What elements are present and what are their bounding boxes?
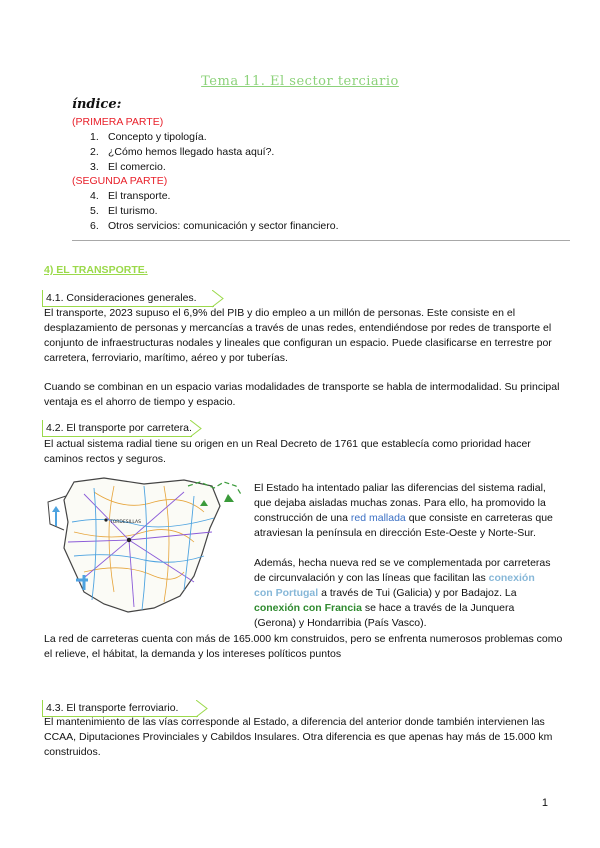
index-label: índice: xyxy=(72,97,122,112)
map-city-label: TORDESILLAS xyxy=(110,520,141,525)
index-part-1: (PRIMERA PARTE) xyxy=(72,116,164,128)
subsection-heading-4-3: 4.3. El transporte ferroviario. xyxy=(42,700,198,717)
index-item: 4. El transporte. xyxy=(90,190,171,202)
divider xyxy=(72,240,570,241)
page-title: Tema 11. El sector terciario xyxy=(201,74,399,89)
paragraph: El actual sistema radial tiene su origen en un Real Decreto de 1761 que establecía como prioridad hacer caminos rectos y seguros. xyxy=(44,438,531,465)
index-part-2: (SEGUNDA PARTE) xyxy=(72,175,168,187)
subsection-heading-4-2: 4.2. El transporte por carretera. xyxy=(42,420,192,437)
page-number: 1 xyxy=(541,797,548,809)
paragraph: El mantenimiento de las vías corresponde al Estado, a diferencia del anterior donde también intervienen las CCAA, Diputaciones Provinciales y Cabildos Insulares. Otra diferencia es que apenas hay más de 15.000 km construidos. xyxy=(44,716,553,758)
spain-road-map xyxy=(44,472,246,624)
paragraph: El transporte, 2023 supuso el 6,9% del PIB y dio empleo a un millón de personas. Este consiste en el desplazamiento de personas y mercancías a través de unas redes, entendiéndose por redes de transporte el conjunto de infraestructuras nodales y lineales que configuran un espacio. Puede clasificarse en terrestre por carretera, ferroviario, marítimo, aéreo y por tuberías. xyxy=(44,307,552,364)
index-item: 3. El comercio. xyxy=(90,161,166,173)
paragraph: La red de carreteras cuenta con más de 165.000 km construidos, pero se enfrenta numerosos problemas como el relieve, el hábitat, la demanda y los intereses políticos puntos xyxy=(44,633,563,660)
index-item: 2. ¿Cómo hemos llegado hasta aquí?. xyxy=(90,146,275,158)
index-item: 1. Concepto y tipología. xyxy=(90,131,207,143)
section-heading: 4) EL TRANSPORTE. xyxy=(44,264,148,276)
paragraph: El Estado ha intentado paliar las diferencias del sistema radial, que dejaba aisladas muchas zonas. Para ello, ha promovido la construcción de una red mallada que consiste en carreteras que atraviesan la península en dirección Este-Oeste y Norte-Sur. xyxy=(254,482,553,539)
heading-arrow-icon xyxy=(190,420,204,438)
paragraph: Cuando se combinan en un espacio varias modalidades de transporte se habla de intermodalidad. Su principal ventaja es el ahorro de tiempo y espacio. xyxy=(44,381,560,408)
subsection-heading-4-1: 4.1. Consideraciones generales. xyxy=(42,290,214,307)
index-item: 5. El turismo. xyxy=(90,205,158,217)
paragraph: Además, hecha nueva red se ve complementada por carreteras de circunvalación y con las líneas que facilitan las conexión con Portugal a través de Tui (Galicia) y por Badajoz. La conexión con Francia se hace a través de la Junquera (Gerona) y Hondarribia (País Vasco). xyxy=(254,557,551,629)
index-item: 6. Otros servicios: comunicación y sector financiero. xyxy=(90,220,339,232)
